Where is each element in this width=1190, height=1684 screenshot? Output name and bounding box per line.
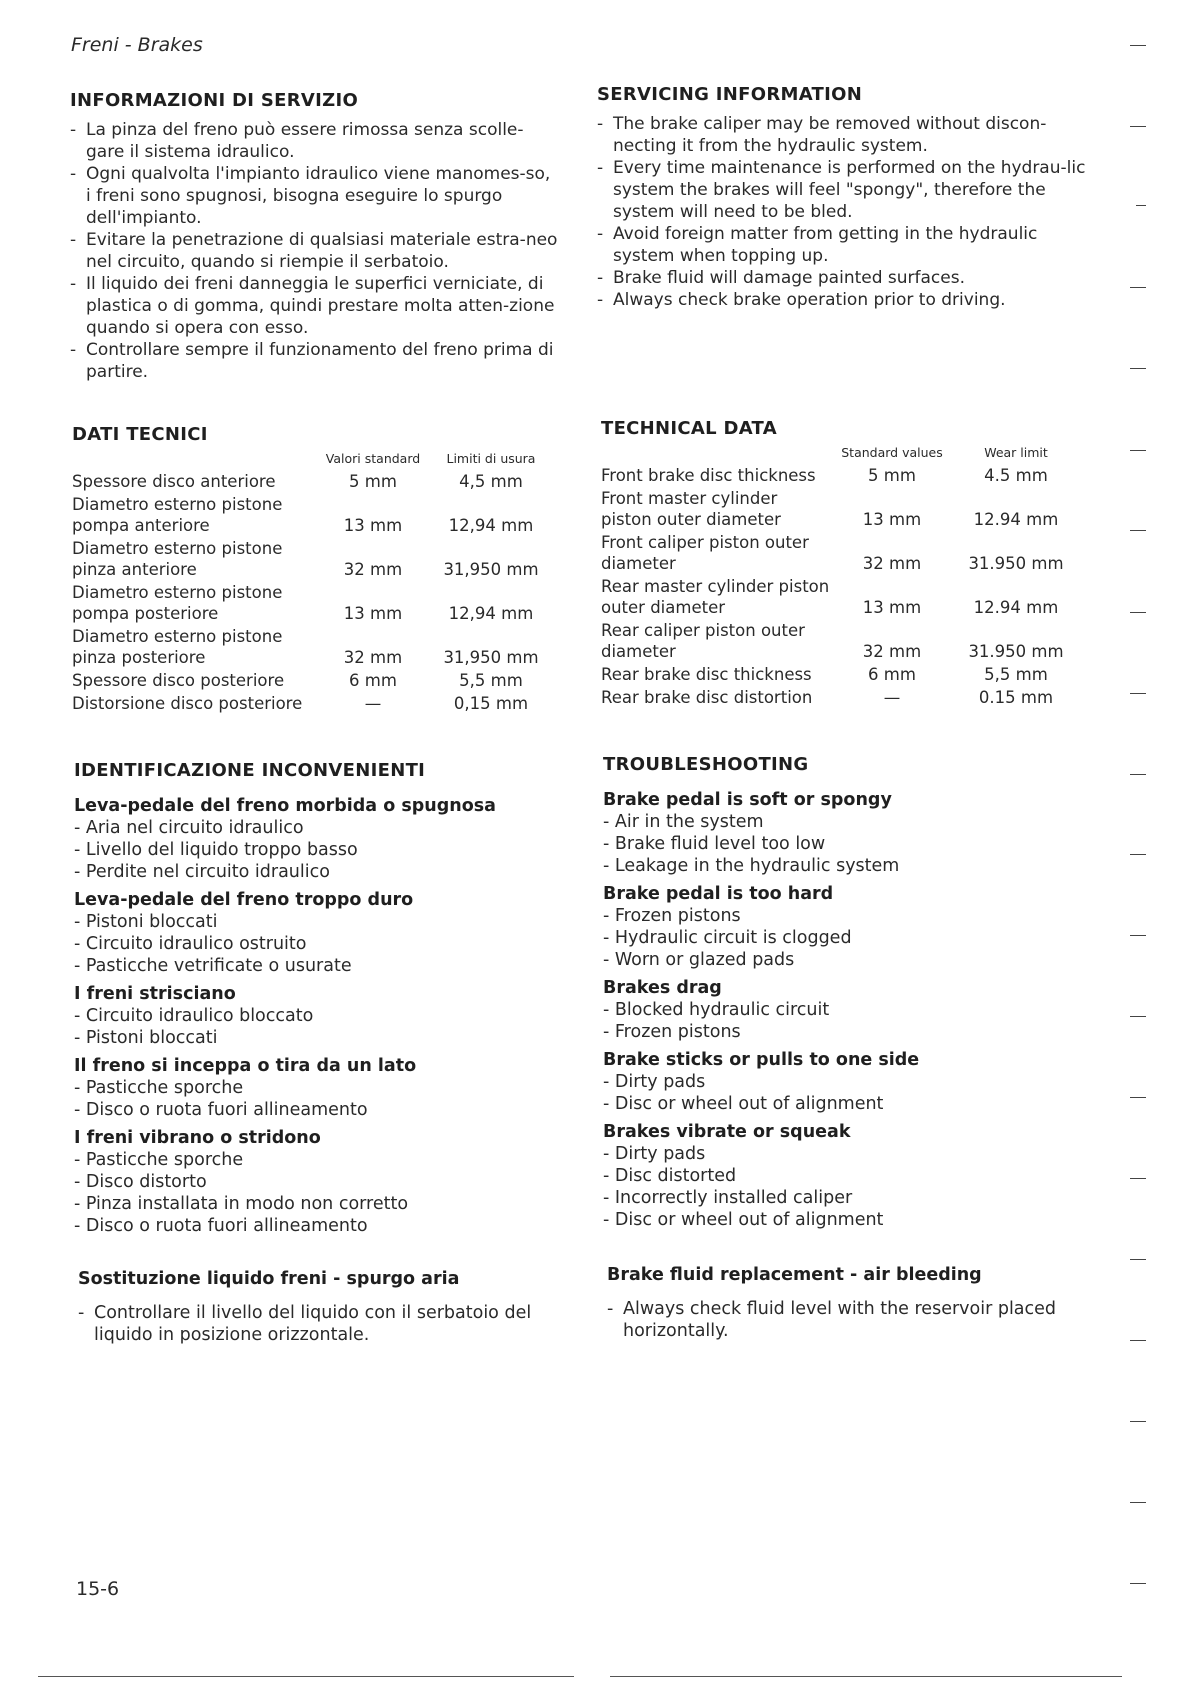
trouble-group: Brake sticks or pulls to one side - Dirty pads - Disc or wheel out of alignment [603,1049,1093,1115]
table-row: Diametro esterno pistone pinza anteriore 32 mm 31,950 mm [72,539,539,579]
it-troubleshooting-section [74,760,564,1243]
en-servicing-section [597,84,1087,311]
trouble-group: Brake pedal is too hard - Frozen pistons - Hydraulic circuit is clogged - Worn or glazed pads [603,883,1093,971]
list-item: - Frozen pistons [603,906,741,926]
list-item: - Always check fluid level with the reservoir placed horizontally. [607,1299,1057,1341]
list-item: - Pinza installata in modo non corretto [74,1194,409,1214]
list-item: - Pasticche sporche [74,1078,244,1098]
margin-mark [1130,1178,1146,1179]
list-item: - Blocked hydraulic circuit [603,1000,830,1020]
it-technical-data-title: DATI TECNICI [72,424,208,445]
it-servicing-title: INFORMAZIONI DI SERVIZIO [70,90,359,111]
margin-mark [1130,1421,1146,1422]
list-item: - Controllare sempre il funzionamento del freno prima di partire. [70,340,554,382]
list-item: - Brake fluid will damage painted surfaces. [597,268,966,288]
list-item: - Worn or glazed pads [603,950,795,970]
crop-line [38,1676,574,1677]
column-header-limit: Limiti di usura [446,451,536,466]
en-fluid-list [607,1298,1097,1342]
list-item: - Livello del liquido troppo basso [74,840,358,860]
margin-mark [1130,1097,1146,1098]
en-troubleshooting-section [603,754,1093,1237]
table-row: Front caliper piston outer diameter 32 mm 31.950 mm [601,533,1064,573]
list-item: - Controllare il livello del liquido con il serbatoio del liquido in posizione orizzontale. [78,1303,532,1345]
trouble-group: I freni strisciano - Circuito idraulico bloccato - Pistoni bloccati [74,983,564,1049]
en-fluid-section [607,1264,1097,1342]
list-item: - Circuito idraulico ostruito [74,934,307,954]
list-item: - Frozen pistons [603,1022,741,1042]
list-item: - La pinza del freno può essere rimossa senza scolle-gare il sistema idraulico. [70,120,524,162]
list-item: - The brake caliper may be removed without discon-necting it from the hydraulic system. [597,114,1047,156]
list-item: - Il liquido dei freni danneggia le superfici verniciate, di plastica o di gomma, quindi prestare molta atten-zione quando si opera con esso. [70,274,555,338]
table-row: Rear brake disc distortion — 0.15 mm [601,688,1054,707]
crop-line [610,1676,1122,1677]
margin-mark [1130,854,1146,855]
margin-mark [1130,126,1146,127]
it-fluid-title: Sostituzione liquido freni - spurgo aria [78,1269,460,1289]
table-row: Distorsione disco posteriore — 0,15 mm [72,694,529,713]
trouble-group: Leva-pedale del freno morbida o spugnosa - Aria nel circuito idraulico - Livello del liquido troppo basso - Perdite nel circuito idraulico [74,795,564,883]
list-item: - Air in the system [603,812,764,832]
table-row: Diametro esterno pistone pompa anteriore 13 mm 12,94 mm [72,495,534,535]
page-number: 15-6 [76,1578,120,1600]
en-troubleshooting-title: TROUBLESHOOTING [603,754,809,775]
list-item: - Incorrectly installed caliper [603,1188,853,1208]
list-item: - Disco o ruota fuori allineamento [74,1216,368,1236]
margin-mark [1130,774,1146,775]
it-technical-data-section [72,424,562,714]
list-item: - Brake fluid level too low [603,834,826,854]
list-item: - Disco o ruota fuori allineamento [74,1100,368,1120]
list-item: - Leakage in the hydraulic system [603,856,900,876]
trouble-group: Brakes drag - Blocked hydraulic circuit - Frozen pistons [603,977,1093,1043]
it-fluid-list [78,1302,568,1346]
list-item: - Aria nel circuito idraulico [74,818,304,838]
margin-mark [1130,1340,1146,1341]
list-item: - Pistoni bloccati [74,912,218,932]
table-row: Rear brake disc thickness 6 mm 5,5 mm [601,665,1048,684]
list-item: - Evitare la penetrazione di qualsiasi materiale estra-neo nel circuito, quando si riempie il serbatoio. [70,230,558,272]
margin-mark [1130,287,1146,288]
margin-mark [1130,935,1146,936]
list-item: - Disco distorto [74,1172,207,1192]
list-item: - Avoid foreign matter from getting in the hydraulic system when topping up. [597,224,1038,266]
list-item: - Disc or wheel out of alignment [603,1094,884,1114]
table-row: Rear caliper piston outer diameter 32 mm 31.950 mm [601,621,1064,661]
margin-mark [1130,1583,1146,1584]
en-fluid-title: Brake fluid replacement - air bleeding [607,1265,982,1285]
trouble-group: Leva-pedale del freno troppo duro - Pistoni bloccati - Circuito idraulico ostruito - Pasticche vetrificate o usurate [74,889,564,977]
list-item: - Ogni qualvolta l'impianto idraulico viene manomes-so, i freni sono spugnosi, bisogna eseguire lo spurgo dell'impianto. [70,164,551,228]
margin-mark [1130,368,1146,369]
table-row: Front brake disc thickness 5 mm 4.5 mm [601,466,1048,485]
it-troubleshooting-title: IDENTIFICAZIONE INCONVENIENTI [74,760,426,781]
list-item: - Pasticche sporche [74,1150,244,1170]
trouble-group: Brakes vibrate or squeak - Dirty pads - Disc distorted - Incorrectly installed caliper - Disc or wheel out of alignment [603,1121,1093,1231]
en-servicing-title: SERVICING INFORMATION [597,84,863,105]
list-item: - Pistoni bloccati [74,1028,218,1048]
margin-mark [1130,1502,1146,1503]
trouble-group: Brake pedal is soft or spongy - Air in the system - Brake fluid level too low - Leakage in the hydraulic system [603,789,1093,877]
margin-mark [1130,693,1146,694]
table-row: Spessore disco anteriore 5 mm 4,5 mm [72,472,523,491]
table-header-row [72,451,552,471]
list-item: - Dirty pads [603,1072,706,1092]
it-servicing-list [70,119,560,383]
table-row: Spessore disco posteriore 6 mm 5,5 mm [72,671,523,690]
en-technical-data-title: TECHNICAL DATA [601,418,777,439]
list-item: - Circuito idraulico bloccato [74,1006,314,1026]
table-row: Front master cylinder piston outer diameter 13 mm 12.94 mm [601,489,1059,529]
table-header-row [601,445,1081,465]
list-item: - Disc or wheel out of alignment [603,1210,884,1230]
list-item: - Every time maintenance is performed on the hydrau-lic system the brakes will feel "spongy", therefore the system will need to be bled. [597,158,1086,222]
column-header-limit: Wear limit [984,445,1048,460]
en-technical-data-section [601,418,1091,708]
table-row: Diametro esterno pistone pinza posteriore 32 mm 31,950 mm [72,627,539,667]
margin-mark [1136,205,1146,206]
it-servicing-section [70,90,560,383]
running-title: Freni - Brakes [71,34,203,56]
trouble-group: I freni vibrano o stridono - Pasticche sporche - Disco distorto - Pinza installata in modo non corretto - Disco o ruota fuori allineamento [74,1127,564,1237]
margin-mark [1130,530,1146,531]
it-technical-data-table [72,451,552,714]
list-item: - Disc distorted [603,1166,737,1186]
margin-mark [1130,45,1146,46]
margin-mark [1130,612,1146,613]
table-row: Rear master cylinder piston outer diameter 13 mm 12.94 mm [601,577,1059,617]
column-header-standard: Standard values [841,445,943,460]
list-item: - Pasticche vetrificate o usurate [74,956,352,976]
list-item: - Hydraulic circuit is clogged [603,928,852,948]
trouble-group: Il freno si inceppa o tira da un lato - Pasticche sporche - Disco o ruota fuori allineamento [74,1055,564,1121]
en-servicing-list [597,113,1087,311]
margin-mark [1130,1016,1146,1017]
en-technical-data-table [601,445,1081,708]
table-row: Diametro esterno pistone pompa posteriore 13 mm 12,94 mm [72,583,534,623]
list-item: - Dirty pads [603,1144,706,1164]
list-item: - Always check brake operation prior to driving. [597,290,1006,310]
list-item: - Perdite nel circuito idraulico [74,862,330,882]
margin-mark [1130,450,1146,451]
margin-mark [1130,1259,1146,1260]
it-fluid-section [78,1268,568,1346]
column-header-standard: Valori standard [325,451,421,466]
